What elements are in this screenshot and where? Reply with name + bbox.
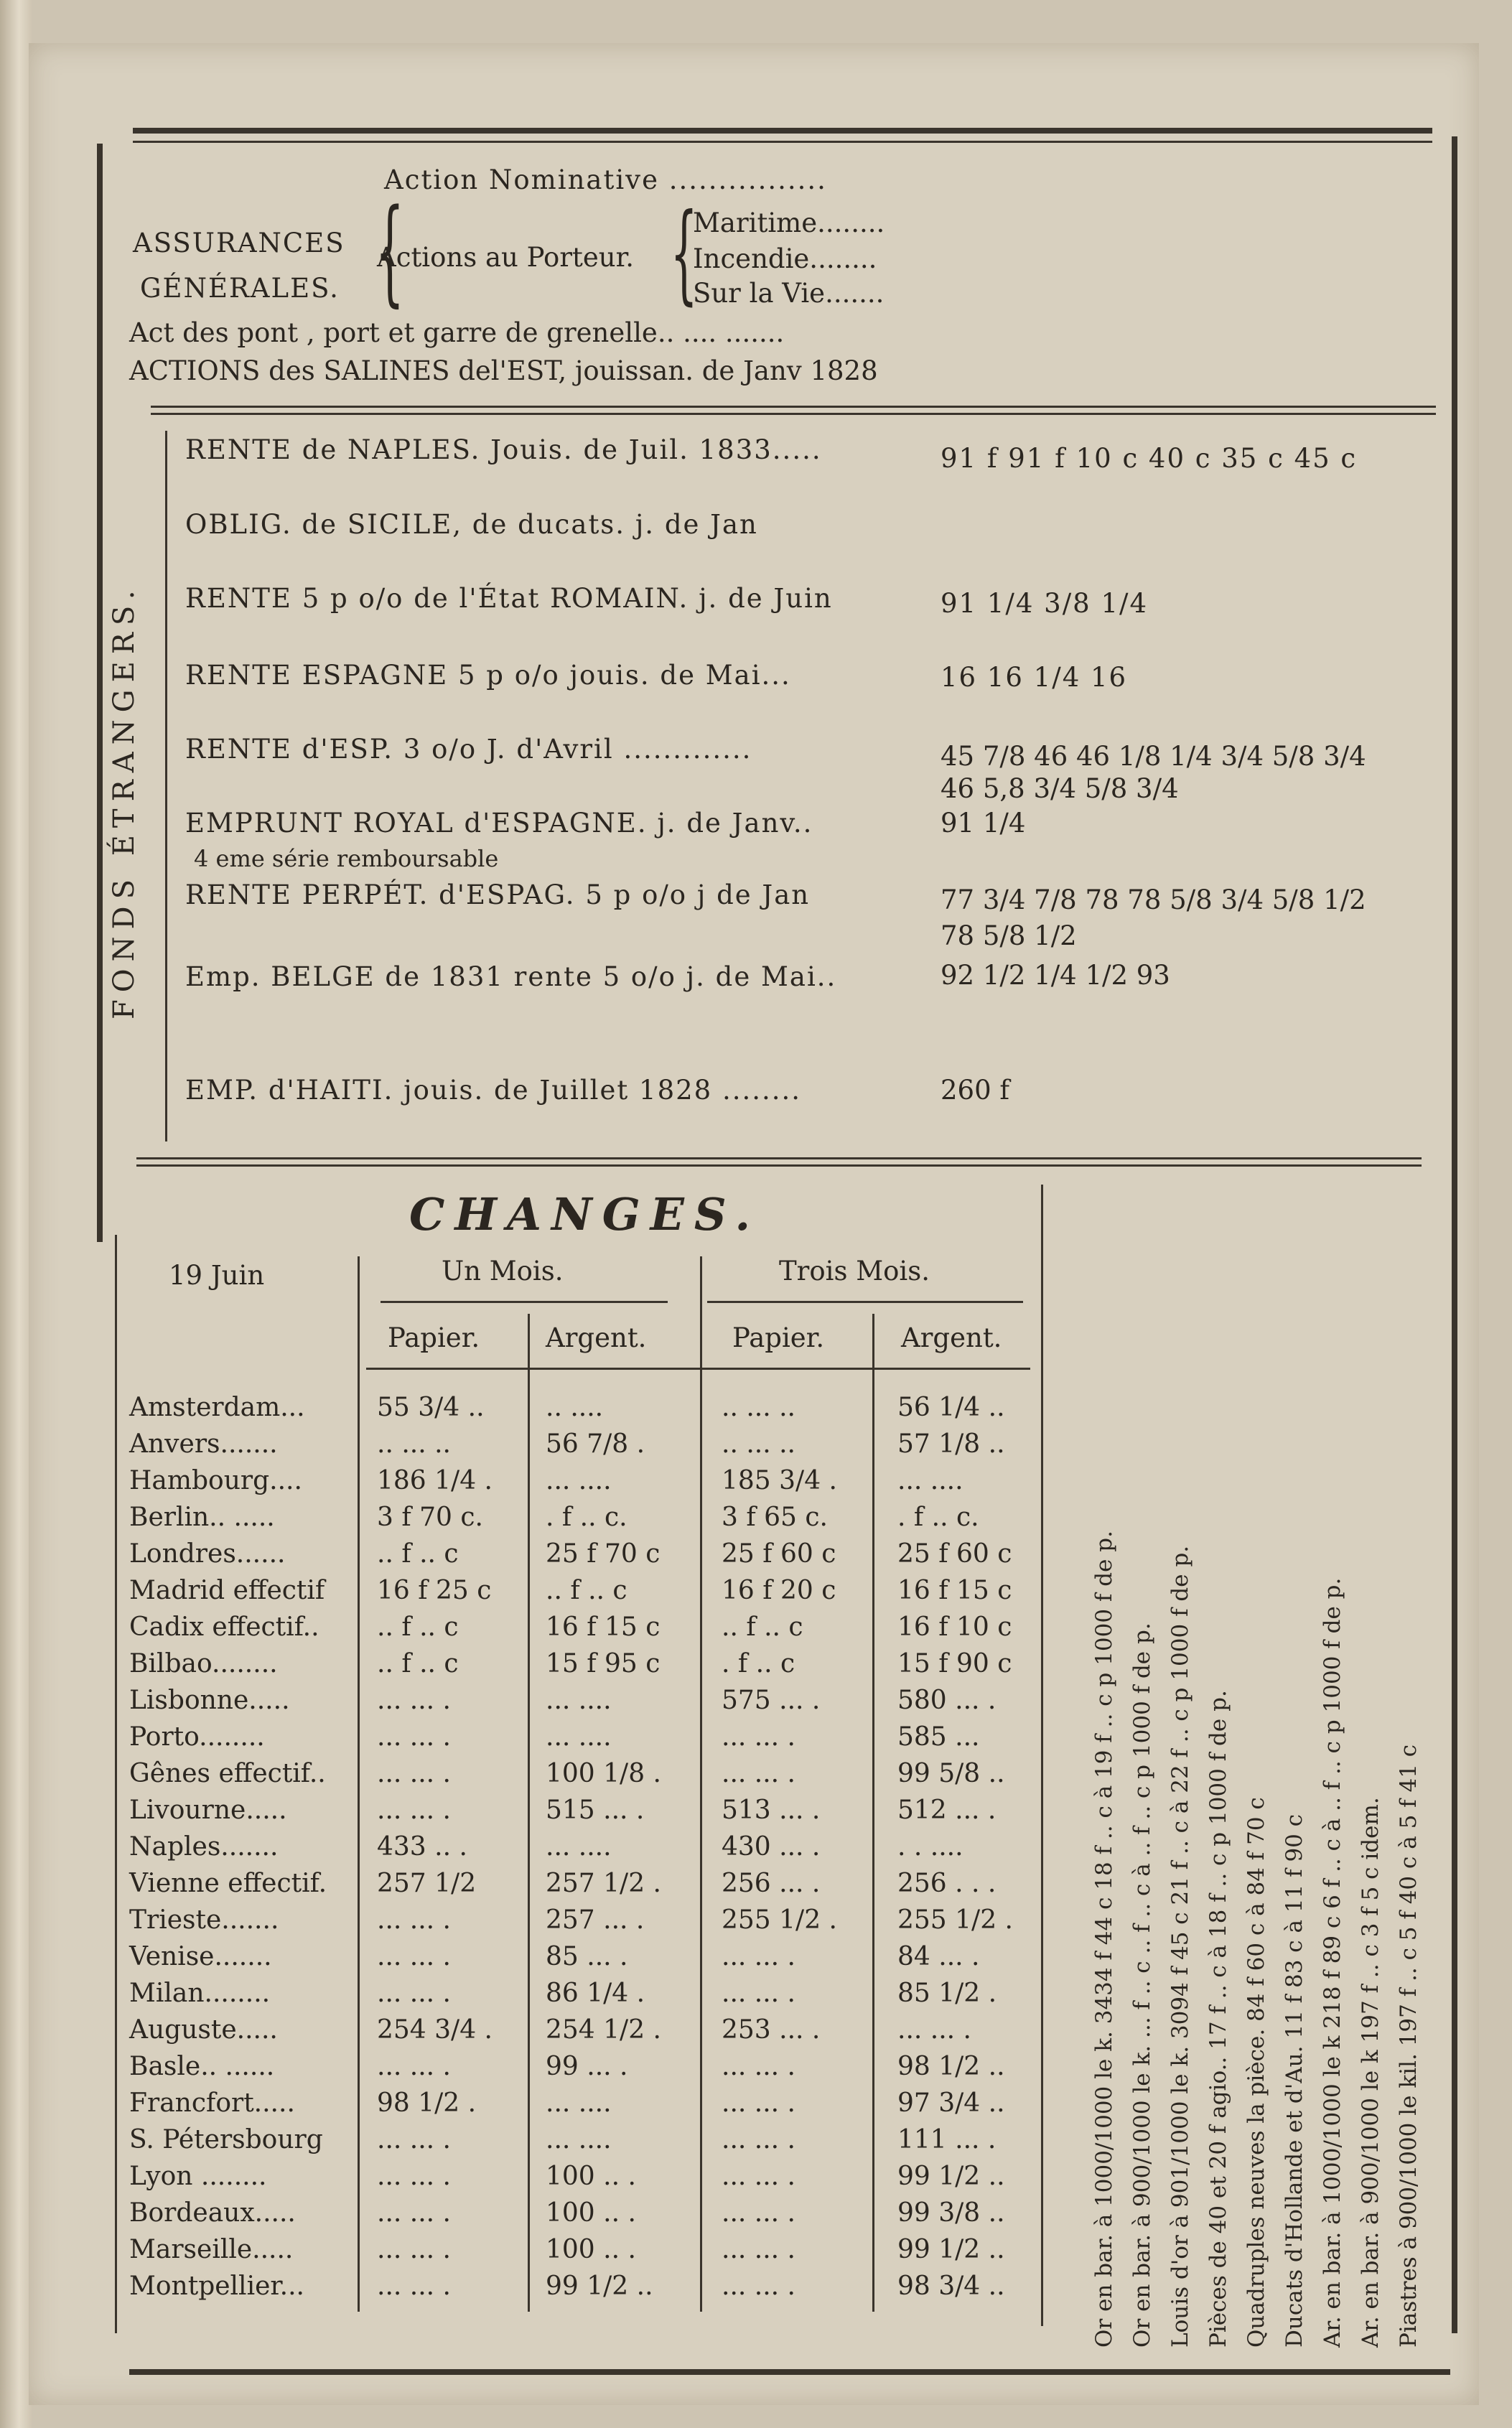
cell-city: Hambourg.... <box>129 1466 302 1495</box>
cell-trois-mois-argent: ... ... . <box>897 2015 971 2045</box>
cell-un-mois-argent: ... .... <box>546 1832 612 1862</box>
fonds-row-naples: RENTE de NAPLES. Jouis. de Juil. 1833..... <box>185 434 822 465</box>
metal-quote: Or en bar. à 900/1000 le k. ... f .. c .. f .. c à .. f .. c p 1000 f de p. <box>1129 1622 1155 2348</box>
cell-trois-mois-argent: 99 1/2 .. <box>897 2235 1005 2264</box>
fonds-row-esp3: RENTE d'ESP. 3 o/o J. d'Avril ............. <box>185 734 752 765</box>
changes-date: 19 Juin <box>169 1260 265 1291</box>
cell-city: Vienne effectif. <box>129 1869 327 1898</box>
assurances-label-1: ASSURANCES <box>133 228 345 258</box>
cell-trois-mois-papier: 430 ... . <box>722 1832 821 1862</box>
cell-trois-mois-argent: . . .... <box>897 1832 963 1862</box>
cell-un-mois-argent: 99 ... . <box>546 2052 628 2081</box>
cell-un-mois-argent: 56 7/8 . <box>546 1429 645 1459</box>
table-row <box>129 1973 1041 2009</box>
fonds-top-rule <box>151 406 1436 408</box>
cell-trois-mois-papier: ... ... . <box>722 1942 795 1971</box>
table-row <box>129 1680 1041 1716</box>
cell-trois-mois-argent: 16 f 15 c <box>897 1576 1012 1605</box>
cell-un-mois-papier: .. f .. c <box>377 1612 459 1642</box>
cell-un-mois-argent: 99 1/2 .. <box>546 2271 653 2301</box>
table-row <box>129 1863 1041 1899</box>
cell-trois-mois-argent: 25 f 60 c <box>897 1539 1012 1569</box>
brace-left: { <box>375 184 405 318</box>
cell-un-mois-papier: ... ... . <box>377 2271 451 2301</box>
fonds-row-sicile: OBLIG. de SICILE, de ducats. j. de Jan <box>185 509 758 540</box>
actions-salines: ACTIONS des SALINES del'EST, jouissan. de Janv 1828 <box>129 355 878 386</box>
metal-quote: Ar. en bar. à 900/1000 le k 197 f .. c 3 f 5 c idem. <box>1358 1797 1383 2348</box>
cell-trois-mois-papier: ... ... . <box>722 2162 795 2191</box>
cell-trois-mois-argent: 111 ... . <box>897 2125 997 2154</box>
cell-city: S. Pétersbourg <box>129 2125 323 2154</box>
fonds-top-rule-2 <box>151 413 1436 415</box>
cell-city: Trieste....... <box>129 1905 279 1935</box>
cell-trois-mois-papier: ... ... . <box>722 1722 795 1752</box>
table-row <box>129 1424 1041 1460</box>
cell-city: Amsterdam... <box>129 1393 305 1422</box>
top-rule-inner <box>133 141 1432 143</box>
changes-title: CHANGES. <box>409 1188 761 1241</box>
metal-quote: Or en bar. à 1000/1000 le k. 3434 f 44 c 18 f .. c à 19 f .. c p 1000 f de p. <box>1091 1531 1117 2348</box>
cell-city: Anvers....... <box>129 1429 278 1459</box>
cell-city: Gênes effectif.. <box>129 1759 326 1788</box>
cell-city: Naples....... <box>129 1832 279 1862</box>
table-row <box>129 2193 1041 2228</box>
metal-quote: Quadruples neuves la pièce. 84 f 60 c à 84 f 70 c <box>1243 1797 1269 2348</box>
top-rule <box>133 128 1432 134</box>
cell-trois-mois-argent: 256 . . . <box>897 1869 997 1898</box>
fonds-values-haiti: 260 f <box>941 1075 1010 1106</box>
metal-quote: Pièces de 40 et 20 f agio.. 17 f .. c à 18 f .. c p 1000 f de p. <box>1205 1690 1231 2348</box>
header-trois-mois: Trois Mois. <box>779 1256 930 1287</box>
table-row <box>129 2009 1041 2045</box>
table-row <box>129 1607 1041 1643</box>
cell-trois-mois-papier: ... ... . <box>722 2125 795 2154</box>
act-des-pont: Act des pont , port et garre de grenelle.. .... ....... <box>129 317 785 348</box>
cell-trois-mois-argent: 57 1/8 .. <box>897 1429 1005 1459</box>
cell-trois-mois-argent: 98 3/4 .. <box>897 2271 1005 2301</box>
metal-quote: Piastres à 900/1000 le kil. 197 f .. c 5 f 40 c à 5 f 41 c <box>1396 1744 1422 2348</box>
cell-un-mois-argent: 257 ... . <box>546 1905 645 1935</box>
cell-un-mois-argent: . f .. c. <box>546 1503 627 1532</box>
cell-un-mois-argent: 254 1/2 . <box>546 2015 661 2045</box>
incendie: Incendie........ <box>693 243 877 274</box>
cell-un-mois-papier: ... ... . <box>377 1722 451 1752</box>
cell-un-mois-papier: ... ... . <box>377 1686 451 1715</box>
cell-trois-mois-argent: 99 3/8 .. <box>897 2198 1005 2228</box>
table-row <box>129 1497 1041 1533</box>
un-mois-brace <box>381 1301 668 1303</box>
table-row <box>129 1460 1041 1496</box>
fonds-row-espagne5: RENTE ESPAGNE 5 p o/o jouis. de Mai... <box>185 660 791 691</box>
cell-un-mois-papier: ... ... . <box>377 1942 451 1971</box>
fonds-row-belge: Emp. BELGE de 1831 rente 5 o/o j. de Mai.. <box>185 961 837 992</box>
cell-un-mois-argent: 100 .. . <box>546 2162 636 2191</box>
cell-un-mois-papier: 55 3/4 .. <box>377 1393 485 1422</box>
fonds-values-romain: 91 1/4 3/8 1/4 <box>941 588 1149 619</box>
cell-un-mois-papier: ... ... . <box>377 1979 451 2008</box>
header-papier-1: Papier. <box>388 1322 480 1353</box>
table-row <box>129 2229 1041 2265</box>
action-nominative: Action Nominative ................ <box>384 164 827 195</box>
cell-un-mois-argent: 25 f 70 c <box>546 1539 661 1569</box>
fonds-values-naples: 91 f 91 f 10 c 40 c 35 c 45 c <box>941 443 1358 474</box>
table-row <box>129 1570 1041 1606</box>
cell-trois-mois-papier: 185 3/4 . <box>722 1466 837 1495</box>
cell-un-mois-argent: 100 .. . <box>546 2198 636 2228</box>
cell-city: Livourne..... <box>129 1796 287 1825</box>
fonds-row-emprunt-royal: EMPRUNT ROYAL d'ESPAGNE. j. de Janv.. <box>185 808 813 839</box>
fonds-values-perpet: 77 3/4 7/8 78 78 5/8 3/4 5/8 1/2 <box>941 884 1366 915</box>
cell-trois-mois-papier: ... ... . <box>722 2235 795 2264</box>
cell-trois-mois-argent: . f .. c. <box>897 1503 979 1532</box>
cell-trois-mois-papier: .. f .. c <box>722 1612 803 1642</box>
cell-un-mois-argent: 100 1/8 . <box>546 1759 661 1788</box>
trois-mois-brace <box>707 1301 1023 1303</box>
cell-city: Milan........ <box>129 1979 271 2008</box>
changes-top-rule-2 <box>136 1164 1422 1167</box>
cell-un-mois-argent: ... .... <box>546 1686 612 1715</box>
fonds-values-esp3: 45 7/8 46 46 1/8 1/4 3/4 5/8 3/4 <box>941 741 1366 772</box>
cell-trois-mois-papier: ... ... . <box>722 1759 795 1788</box>
fonds-values-emprunt-royal: 91 1/4 <box>941 808 1026 839</box>
cell-trois-mois-papier: 513 ... . <box>722 1796 821 1825</box>
cell-un-mois-argent: 100 .. . <box>546 2235 636 2264</box>
cell-trois-mois-argent: 99 5/8 .. <box>897 1759 1005 1788</box>
cell-city: Basle.. ...... <box>129 2052 275 2081</box>
cell-un-mois-papier: ... ... . <box>377 1796 451 1825</box>
cell-trois-mois-argent: 99 1/2 .. <box>897 2162 1005 2191</box>
cell-trois-mois-papier: ... ... . <box>722 2198 795 2228</box>
cell-un-mois-argent: 515 ... . <box>546 1796 645 1825</box>
table-row <box>129 1717 1041 1752</box>
cell-city: Berlin.. ..... <box>129 1503 275 1532</box>
metal-quote: Ar. en bar. à 1000/1000 le k 218 f 89 c 6 f .. c à .. f .. c p 1000 f de p. <box>1320 1577 1345 2348</box>
cell-city: Marseille..... <box>129 2235 294 2264</box>
cell-un-mois-papier: ... ... . <box>377 2198 451 2228</box>
cell-trois-mois-papier: 255 1/2 . <box>722 1905 837 1935</box>
subheader-rule <box>366 1368 1030 1370</box>
header-argent-2: Argent. <box>901 1322 1002 1353</box>
cell-city: Lisbonne..... <box>129 1686 290 1715</box>
cell-un-mois-papier: 16 f 25 c <box>377 1576 492 1605</box>
cell-trois-mois-argent: 585 ... <box>897 1722 980 1752</box>
table-row <box>129 2266 1041 2302</box>
cell-trois-mois-argent: 580 ... . <box>897 1686 997 1715</box>
table-row <box>129 2156 1041 2192</box>
cell-un-mois-argent: .. f .. c <box>546 1576 627 1605</box>
fonds-values-esp3-cont: 46 5,8 3/4 5/8 3/4 <box>941 773 1179 804</box>
cell-un-mois-papier: 98 1/2 . <box>377 2088 477 2118</box>
fonds-values-belge: 92 1/2 1/4 1/2 93 <box>941 960 1170 991</box>
right-frame-rule <box>1452 136 1457 2333</box>
bottom-rule <box>129 2369 1450 2375</box>
cell-trois-mois-papier: . f .. c <box>722 1649 795 1678</box>
actions-porteur: Actions au Porteur. <box>377 242 634 273</box>
cell-un-mois-argent: 257 1/2 . <box>546 1869 661 1898</box>
table-row <box>129 1643 1041 1679</box>
cell-city: Porto........ <box>129 1722 265 1752</box>
left-frame-rule <box>97 144 103 1242</box>
cell-un-mois-argent: 15 f 95 c <box>546 1649 661 1678</box>
changes-top-rule <box>136 1157 1422 1159</box>
cell-un-mois-argent: ... .... <box>546 1466 612 1495</box>
cell-trois-mois-argent: 16 f 10 c <box>897 1612 1012 1642</box>
table-row <box>129 1936 1041 1972</box>
cell-un-mois-papier: ... ... . <box>377 2052 451 2081</box>
table-row <box>129 1900 1041 1936</box>
cell-city: Londres...... <box>129 1539 286 1569</box>
cell-trois-mois-papier: ... ... . <box>722 2088 795 2118</box>
header-un-mois: Un Mois. <box>442 1256 564 1287</box>
fonds-row-romain: RENTE 5 p o/o de l'État ROMAIN. j. de Juin <box>185 583 833 614</box>
table-row <box>129 1826 1041 1862</box>
table-row <box>129 2083 1041 2119</box>
cell-city: Bilbao........ <box>129 1649 278 1678</box>
table-row <box>129 1753 1041 1789</box>
cell-trois-mois-argent: 97 3/4 .. <box>897 2088 1005 2118</box>
cell-trois-mois-papier: .. ... .. <box>722 1393 795 1422</box>
cell-city: Montpellier... <box>129 2271 304 2301</box>
maritime: Maritime........ <box>693 207 885 238</box>
table-row <box>129 2046 1041 2082</box>
cell-city: Bordeaux..... <box>129 2198 296 2228</box>
cell-trois-mois-argent: ... .... <box>897 1466 963 1495</box>
cell-trois-mois-argent: 255 1/2 . <box>897 1905 1013 1935</box>
cell-un-mois-papier: 254 3/4 . <box>377 2015 493 2045</box>
cell-un-mois-papier: 257 1/2 <box>377 1869 477 1898</box>
cell-un-mois-papier: ... ... . <box>377 1759 451 1788</box>
cell-un-mois-papier: ... ... . <box>377 2125 451 2154</box>
brace-right: { <box>670 191 698 316</box>
cell-city: Cadix effectif.. <box>129 1612 319 1642</box>
cell-trois-mois-argent: 15 f 90 c <box>897 1649 1012 1678</box>
col-divider-5 <box>1041 1185 1043 2326</box>
fonds-values-perpet-cont: 78 5/8 1/2 <box>941 920 1077 951</box>
fonds-etrangers-label: FONDS ÉTRANGERS. <box>108 583 141 1019</box>
cell-trois-mois-papier: 253 ... . <box>722 2015 821 2045</box>
cell-trois-mois-argent: 512 ... . <box>897 1796 997 1825</box>
cell-city: Lyon ........ <box>129 2162 267 2191</box>
cell-trois-mois-papier: ... ... . <box>722 1979 795 2008</box>
fonds-row-perpet: RENTE PERPÉT. d'ESPAG. 5 p o/o j de Jan <box>185 879 811 910</box>
cell-un-mois-argent: ... .... <box>546 2125 612 2154</box>
cell-trois-mois-papier: 3 f 65 c. <box>722 1503 828 1532</box>
cell-un-mois-papier: ... ... . <box>377 2162 451 2191</box>
table-row <box>129 1387 1041 1423</box>
header-argent-1: Argent. <box>546 1322 647 1353</box>
fonds-row-remboursable: 4 eme série remboursable <box>194 845 499 872</box>
fonds-row-haiti: EMP. d'HAITI. jouis. de Juillet 1828 ........ <box>185 1075 802 1106</box>
cell-trois-mois-argent: 85 1/2 . <box>897 1979 997 2008</box>
header-papier-2: Papier. <box>732 1322 825 1353</box>
cell-trois-mois-papier: ... ... . <box>722 2271 795 2301</box>
table-row <box>129 1790 1041 1826</box>
book-binding <box>0 0 32 2428</box>
cell-trois-mois-argent: 98 1/2 .. <box>897 2052 1005 2081</box>
metal-quote: Ducats d'Hollande et d'Au. 11 f 83 c à 11 f 90 c <box>1282 1813 1307 2348</box>
cell-un-mois-papier: .. ... .. <box>377 1429 451 1459</box>
cell-trois-mois-papier: ... ... . <box>722 2052 795 2081</box>
fonds-divider <box>165 431 167 1141</box>
fonds-values-espagne5: 16 16 1/4 16 <box>941 662 1128 693</box>
cell-un-mois-argent: 86 1/4 . <box>546 1979 645 2008</box>
cell-un-mois-papier: .. f .. c <box>377 1539 459 1569</box>
cell-un-mois-papier: .. f .. c <box>377 1649 459 1678</box>
sur-la-vie: Sur la Vie....... <box>693 278 885 309</box>
cell-trois-mois-papier: 16 f 20 c <box>722 1576 836 1605</box>
cell-un-mois-papier: ... ... . <box>377 1905 451 1935</box>
cell-trois-mois-papier: 25 f 60 c <box>722 1539 836 1569</box>
cell-un-mois-argent: 16 f 15 c <box>546 1612 661 1642</box>
cell-un-mois-argent: .. .... <box>546 1393 604 1422</box>
cell-un-mois-papier: 3 f 70 c. <box>377 1503 483 1532</box>
cell-trois-mois-papier: 575 ... . <box>722 1686 821 1715</box>
cell-trois-mois-argent: 56 1/4 .. <box>897 1393 1005 1422</box>
cell-city: Madrid effectif <box>129 1576 325 1605</box>
changes-left-rule <box>115 1235 117 2333</box>
cell-city: Venise....... <box>129 1942 272 1971</box>
cell-city: Francfort..... <box>129 2088 295 2118</box>
cell-trois-mois-papier: 256 ... . <box>722 1869 821 1898</box>
cell-un-mois-papier: 433 .. . <box>377 1832 467 1862</box>
table-row <box>129 1533 1041 1569</box>
cell-un-mois-papier: 186 1/4 . <box>377 1466 493 1495</box>
metal-quote: Louis d'or à 901/1000 le k. 3094 f 45 c 21 f .. c à 22 f .. c p 1000 f de p. <box>1167 1545 1193 2348</box>
cell-trois-mois-papier: .. ... .. <box>722 1429 795 1459</box>
cell-city: Auguste..... <box>129 2015 278 2045</box>
table-row <box>129 2119 1041 2155</box>
assurances-label-2: GÉNÉRALES. <box>140 273 340 304</box>
cell-un-mois-argent: ... .... <box>546 1722 612 1752</box>
cell-un-mois-argent: ... .... <box>546 2088 612 2118</box>
cell-un-mois-papier: ... ... . <box>377 2235 451 2264</box>
cell-trois-mois-argent: 84 ... . <box>897 1942 980 1971</box>
cell-un-mois-argent: 85 ... . <box>546 1942 628 1971</box>
